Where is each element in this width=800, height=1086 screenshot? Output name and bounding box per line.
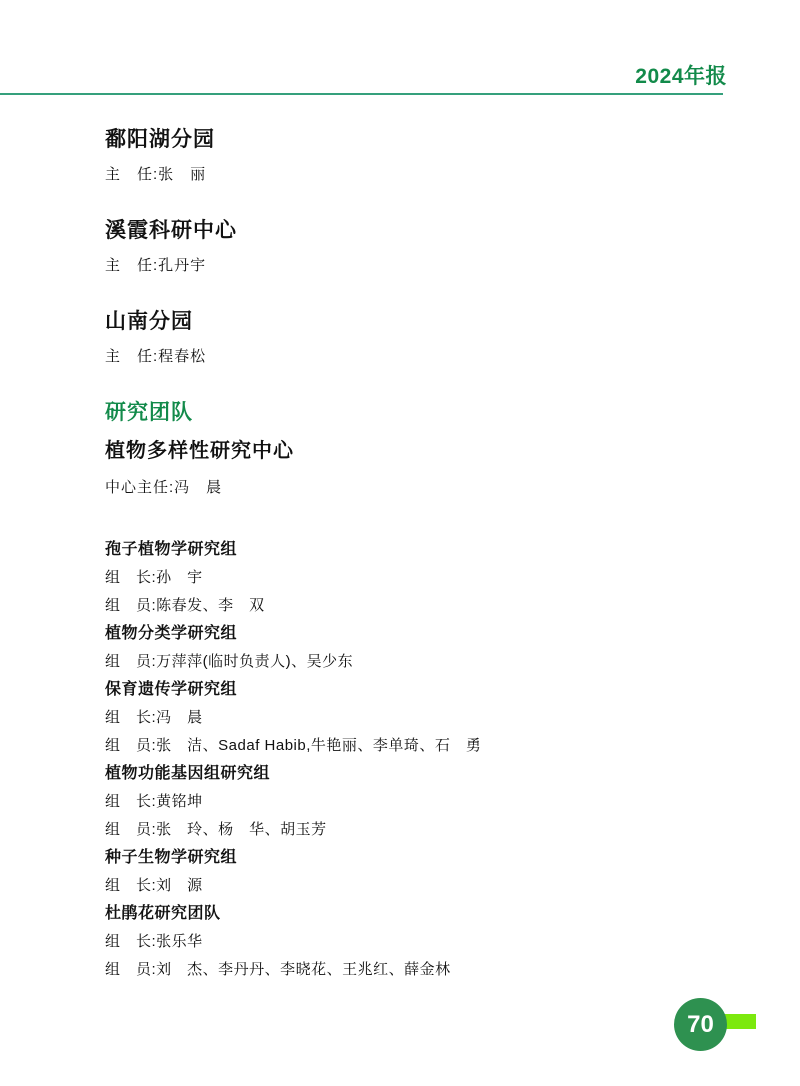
- group-leader-line: 组 长:孙 宇: [105, 569, 203, 586]
- department-director-line: 主 任:张 丽: [105, 166, 207, 183]
- department-block-poyanghu: [105, 128, 735, 185]
- group-members-line: 组 员:万萍萍(临时负责人)、吴少东: [105, 653, 354, 670]
- page-content: [105, 128, 735, 984]
- group-leader-line: 组 长:张乐华: [105, 933, 203, 950]
- group-members-line: 组 员:陈春发、李 双: [105, 597, 265, 614]
- department-block-shannan: [105, 310, 735, 367]
- department-block-xixia: [105, 219, 735, 276]
- department-title: 鄱阳湖分园: [105, 128, 215, 151]
- research-center-director-line: 中心主任:冯 晨: [105, 479, 223, 496]
- department-director-line: 主 任:程春松: [105, 348, 207, 365]
- group-title: 植物功能基因组研究组: [105, 765, 271, 782]
- group-title: 孢子植物学研究组: [105, 541, 238, 558]
- group-members-line: 组 员:刘 杰、李丹丹、李晓花、王兆红、薛金林: [105, 961, 451, 978]
- research-teams-heading: 研究团队: [105, 401, 193, 424]
- department-director-line: 主 任:孔丹宇: [105, 257, 207, 274]
- group-title: 种子生物学研究组: [105, 849, 238, 866]
- report-year-label: 2024年报: [635, 65, 727, 88]
- department-title: 山南分园: [105, 310, 193, 333]
- group-leader-line: 组 长:刘 源: [105, 877, 203, 894]
- group-leader-line: 组 长:黄铭坤: [105, 793, 203, 810]
- group-leader-line: 组 长:冯 晨: [105, 709, 203, 726]
- group-title: 植物分类学研究组: [105, 625, 238, 642]
- department-title: 溪霞科研中心: [105, 219, 237, 242]
- page-number-badge: [674, 998, 727, 1051]
- page-number: 70: [687, 1010, 714, 1038]
- group-title: 杜鹃花研究团队: [105, 905, 221, 922]
- group-members-line: 组 员:张 洁、Sadaf Habib,牛艳丽、李单琦、石 勇: [105, 737, 482, 754]
- group-title: 保育遗传学研究组: [105, 681, 238, 698]
- research-groups-list: [105, 536, 735, 984]
- research-center-title: 植物多样性研究中心: [105, 440, 294, 462]
- group-members-line: 组 员:张 玲、杨 华、胡玉芳: [105, 821, 327, 838]
- header-divider: [0, 93, 723, 95]
